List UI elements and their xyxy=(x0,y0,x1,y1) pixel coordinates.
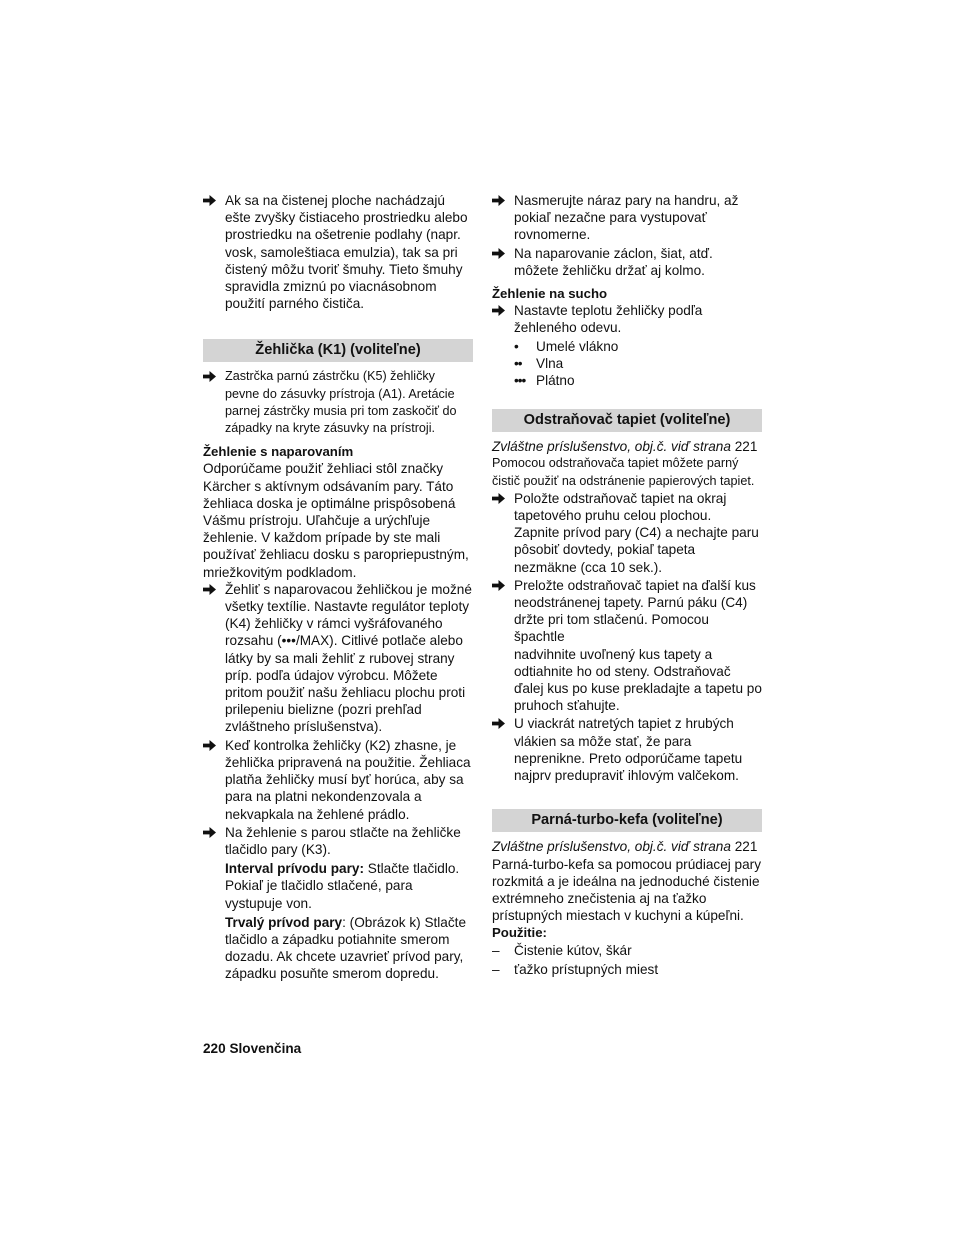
fabric-label: Vlna xyxy=(536,355,564,371)
text-line: príp. podľa údajov výrobcu. Môžete xyxy=(225,667,438,683)
text-line: látky by sa mali žehliť z rubovej strany xyxy=(225,650,455,666)
dash-marker: – xyxy=(492,961,500,977)
text-line: Ak sa na čistenej ploche nachádzajú xyxy=(225,193,445,208)
accessory-italic: Zvláštne príslušenstvo, obj.č. viď strana xyxy=(492,439,731,455)
text-lines xyxy=(514,192,762,244)
instruction-iron-all xyxy=(203,581,473,736)
text-line: Na žehlenie s parou stlačte na žehličke xyxy=(225,824,461,840)
section-heading-wallpaper: Odstraňovač tapiet (voliteľne) xyxy=(492,409,762,432)
text-line: tlačidlo a západku potiahnite smerom xyxy=(225,931,450,947)
text-line: Žehliť s naparovacou žehličkou je možné xyxy=(225,581,472,597)
text-lines xyxy=(514,245,762,279)
text-line: extrémneho znečistenia aj na ťažko xyxy=(492,890,707,906)
text-line: ešte zvyšky čistiaceho prostriedku alebo xyxy=(225,210,468,226)
right-arrow-icon xyxy=(492,192,508,209)
text-line: Pomocou odstraňovača tapiet môžete parný xyxy=(492,456,739,471)
fabric-item xyxy=(492,355,762,372)
text-line: rozsahu (•••/MAX). Citlivé potlače alebo xyxy=(225,633,463,649)
text-line: Nastavte teplotu žehličky podľa xyxy=(514,303,703,319)
text-line: pruhoch sťahujte. xyxy=(514,698,620,714)
text-line: parnej zástrčky musia pri tom zaskočiť do xyxy=(225,403,457,418)
accessory-italic: Zvláštne príslušenstvo, obj.č. viď strana xyxy=(492,839,731,855)
use-label: Použitie: xyxy=(492,925,547,941)
text-line: žehlička pripravená na použitie. Žehliaca xyxy=(225,754,471,770)
text-line: pritom použiť našu žehliacu plochu proti xyxy=(225,685,466,701)
text-line: žehlenie. V každom prípade by ste mali xyxy=(203,530,441,546)
section-heading-iron: Žehlička (K1) (voliteľne) xyxy=(203,339,473,362)
text-lines xyxy=(514,715,762,784)
right-arrow-icon xyxy=(203,824,219,841)
brush-accessory-reference xyxy=(492,838,762,855)
wallpaper-note xyxy=(492,455,762,489)
accessory-page: 221 xyxy=(730,439,758,455)
fabric-item xyxy=(492,372,762,389)
text-line: para na platni nekondenzovala a xyxy=(225,789,422,805)
text-line: pevne do zásuvky prístroja (A1). Aretácie xyxy=(225,386,455,401)
text-line: prístupných miestach v kuchyni a kúpeľni. xyxy=(492,908,744,924)
interval-first: Stlačte tlačidlo. xyxy=(364,861,460,877)
instruction-move-remover xyxy=(492,577,762,715)
text-line: prostriedku na ošetrenie podlahy (napr. xyxy=(225,227,461,243)
use-label-text: Čistenie kútov, škár xyxy=(514,942,632,958)
text-line: čistený môžu tvoriť šmuhy. Tieto šmuhy xyxy=(225,261,463,277)
text-line: môžete žehličku držať aj kolmo. xyxy=(514,262,705,278)
instruction-lamp xyxy=(203,737,473,823)
instruction-place-remover xyxy=(492,490,762,576)
text-line: tlačidlo pary (K3). xyxy=(225,841,331,857)
continuous-label: Trvalý prívod pary xyxy=(225,914,343,930)
paragraph-steam-ironing xyxy=(203,460,473,580)
right-arrow-icon xyxy=(492,577,508,594)
right-arrow-icon xyxy=(203,581,219,598)
text-line: nezmäkne (cca 10 sek.). xyxy=(514,559,663,575)
bullet-dots: •• xyxy=(514,355,522,371)
text-line: rozkmitá a je ideálna na jednoduché čistenie xyxy=(492,873,760,889)
right-column xyxy=(492,192,762,978)
text-line: rovnomerne. xyxy=(514,227,591,243)
accessory-page: 221 xyxy=(730,839,758,855)
text-line: použití parného čističa. xyxy=(225,296,365,312)
instruction-press-button xyxy=(203,824,473,858)
text-line: žehliaca doska je optimálne prispôsobená xyxy=(203,495,456,511)
text-line: západku posuňte smerom dopredu. xyxy=(225,966,439,982)
section-heading-turbo-brush: Parná-turbo-kefa (voliteľne) xyxy=(492,809,762,832)
text-lines xyxy=(514,577,762,715)
continuous-first: : (Obrázok k) Stlačte xyxy=(342,914,466,930)
interval-steam xyxy=(203,860,473,912)
text-line: platňa žehličky musí byť horúca, aby sa xyxy=(225,772,464,788)
fabric-label: Plátno xyxy=(536,373,575,389)
continuous-steam xyxy=(203,914,473,983)
text-lines xyxy=(514,302,762,336)
text-lines xyxy=(225,581,473,736)
right-arrow-icon xyxy=(203,368,219,385)
text-line: tapetového pruhu celou plochou. xyxy=(514,508,712,524)
text-line: ďalej kus po kuse prekladajte a tapetu po xyxy=(514,681,762,697)
text-line: Odporúčame použiť žehliaci stôl značky xyxy=(203,461,444,477)
page-footer: 220 Slovenčina xyxy=(203,1041,302,1056)
accessory-reference xyxy=(492,438,762,455)
text-line: Zastrčka parnú zástrčku (K5) žehličky xyxy=(225,369,435,384)
text-line: spravidla zmiznú po viacnásobnom xyxy=(225,279,437,295)
right-arrow-icon xyxy=(492,490,508,507)
use-item xyxy=(492,942,762,959)
left-column xyxy=(203,192,473,983)
instruction-curtains xyxy=(492,245,762,279)
use-label-text: ťažko prístupných miest xyxy=(514,961,659,977)
instruction-painted-wallpaper xyxy=(492,715,762,784)
instruction-aim-steam xyxy=(492,192,762,244)
right-arrow-icon xyxy=(203,192,219,209)
text-line: (K4) žehličky v rámci vyšráfovaného xyxy=(225,616,443,632)
text-line: mriežkovitým podkladom. xyxy=(203,564,357,580)
text-lines xyxy=(514,490,762,576)
text-line: vosk, samoleštiaca emulzia), tak sa pri xyxy=(225,244,458,260)
subheading-dry-ironing: Žehlenie na sucho xyxy=(492,286,608,302)
text-line: západky na kryte zásuvky na prístroji. xyxy=(225,421,435,436)
text-line: používať žehliacu dosku s paropriepustným, xyxy=(203,547,469,563)
instruction-plug xyxy=(203,368,473,437)
text-line: Kärcher s aktívnym odsávaním pary. Táto xyxy=(203,478,454,494)
text-lines xyxy=(225,877,473,911)
text-line: Parná-turbo-kefa sa pomocou prúdiacej pary xyxy=(492,856,762,872)
text-line: neprenikne. Preto odporúčame tapetu xyxy=(514,750,743,766)
use-item xyxy=(492,961,762,978)
text-line: vystupuje von. xyxy=(225,895,312,911)
text-lines xyxy=(225,931,473,983)
text-line: žehleného odevu. xyxy=(514,320,622,336)
right-arrow-icon xyxy=(492,715,508,732)
text-line: Zapnite prívod pary (C4) a nechajte paru xyxy=(514,525,759,541)
right-arrow-icon xyxy=(492,245,508,262)
interval-label: Interval prívodu pary: xyxy=(225,861,364,877)
text-line: Na naparovanie záclon, šiat, atď. xyxy=(514,245,713,261)
text-lines xyxy=(225,824,473,858)
text-line: najprv predupraviť ihlovým valčekom. xyxy=(514,768,739,784)
text-lines xyxy=(225,192,473,312)
text-line: zvláštneho príslušenstva). xyxy=(225,719,383,735)
text-line: čistič použiť na odstránenie papierových tapiet. xyxy=(492,473,755,488)
right-arrow-icon xyxy=(203,737,219,754)
text-line: všetky textílie. Nastavte regulátor teploty xyxy=(225,599,470,615)
instruction-set-temperature xyxy=(492,302,762,336)
text-line: vlákien sa môže stať, že para xyxy=(514,733,692,749)
fabric-item xyxy=(492,338,762,355)
text-line: pokiaľ nezačne para vystupovať xyxy=(514,210,707,226)
text-line: nekvapkala na žehlené prádlo. xyxy=(225,806,410,822)
text-lines xyxy=(225,368,473,437)
text-line: dozadu. Ak chcete uzavrieť prívod pary, xyxy=(225,949,464,965)
text-line: Pokiaľ je tlačidlo stlačené, para xyxy=(225,878,413,894)
text-line: pôsobiť dovtedy, pokiaľ tapeta xyxy=(514,542,696,558)
text-line: Položte odstraňovač tapiet na okraj xyxy=(514,490,727,506)
text-line: prilepeniu bielizne (pozri prehľad xyxy=(225,702,422,718)
instruction-residue xyxy=(203,192,473,312)
bullet-dots: ••• xyxy=(514,373,526,389)
subheading-steam-ironing: Žehlenie s naparovaním xyxy=(203,444,354,460)
dash-marker: – xyxy=(492,942,500,958)
text-line: odtiahnite ho od steny. Odstraňovač xyxy=(514,663,731,679)
text-line: Nasmerujte náraz pary na handru, až xyxy=(514,193,739,208)
text-line: U viackrát natretých tapiet z hrubých xyxy=(514,716,734,732)
brush-description xyxy=(492,856,762,925)
fabric-list xyxy=(492,338,762,390)
text-line: Preložte odstraňovač tapiet na ďalší kus xyxy=(514,577,756,593)
bullet-dots: • xyxy=(514,338,518,354)
right-arrow-icon xyxy=(492,302,508,319)
fabric-label: Umelé vlákno xyxy=(536,338,619,354)
text-line: držte pri tom stlačenú. Pomocou špachtle xyxy=(514,612,709,645)
text-line: nadvihnite uvoľnený kus tapety a xyxy=(514,646,713,662)
text-lines xyxy=(225,737,473,823)
text-line: Keď kontrolka žehličky (K2) zhasne, je xyxy=(225,737,457,753)
text-line: neodstránenej tapety. Parnú páku (C4) xyxy=(514,595,748,611)
text-line: Vášmu prístroju. Uľahčuje a urýchľuje xyxy=(203,513,431,529)
